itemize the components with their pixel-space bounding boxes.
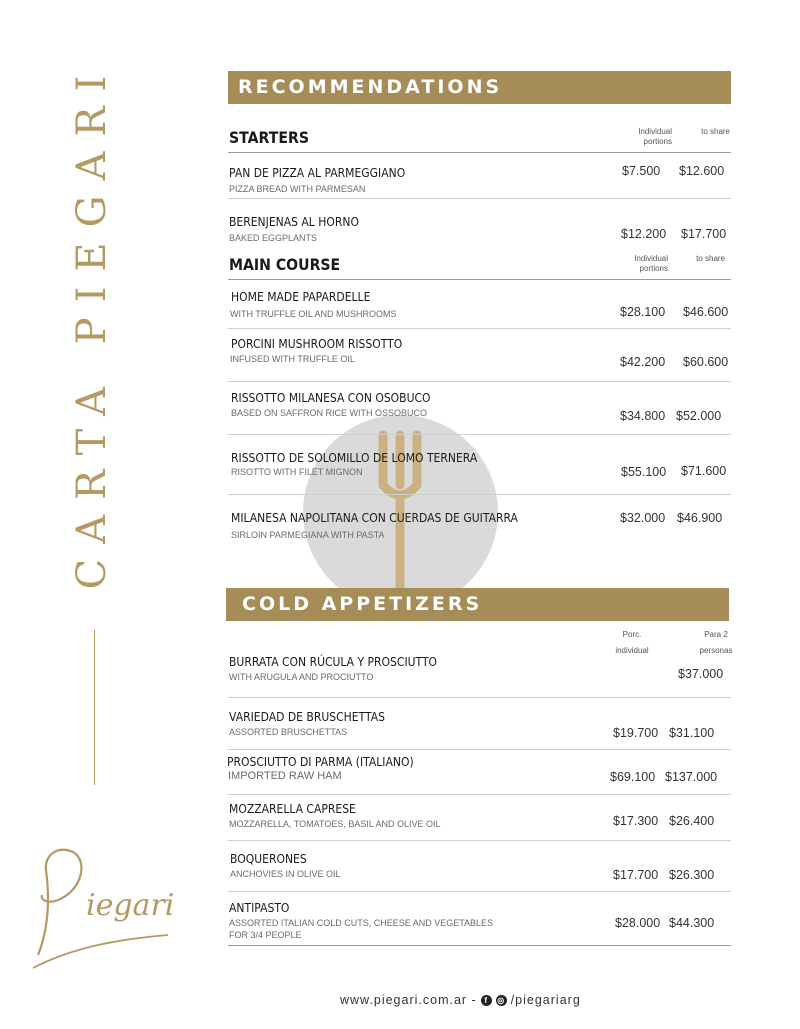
price-share: $46.900 <box>677 511 723 525</box>
price-share: $26.400 <box>669 814 715 828</box>
price-individual: $32.000 <box>620 511 666 525</box>
divider <box>228 434 731 435</box>
price-individual: $28.100 <box>620 305 666 319</box>
item-name: RISSOTTO MILANESA CON OSOBUCO <box>231 391 431 405</box>
starters-col-individual: Individual portions <box>638 127 672 146</box>
starters-col-share: to share <box>701 127 730 136</box>
price-share: $12.600 <box>679 164 725 178</box>
instagram-icon[interactable]: ◎ <box>497 995 506 1005</box>
price-individual: $17.300 <box>613 814 659 828</box>
item-desc: BAKED EGGPLANTS <box>229 233 318 243</box>
divider <box>228 198 731 199</box>
price-individual: $19.700 <box>613 726 659 740</box>
item-name: PROSCIUTTO DI PARMA (ITALIANO) <box>227 755 414 769</box>
divider <box>228 494 731 495</box>
recommendations-banner: RECOMMENDATIONS <box>228 71 731 104</box>
price-individual: $55.100 <box>621 465 667 479</box>
divider <box>228 840 731 841</box>
price-share: $52.000 <box>676 409 722 423</box>
divider <box>228 152 731 153</box>
item-name: MOZZARELLA CAPRESE <box>229 802 356 816</box>
item-name: MILANESA NAPOLITANA CON CUERDAS DE GUITARRA <box>231 511 518 525</box>
item-desc: ASSORTED BRUSCHETTAS <box>229 727 348 737</box>
main-course-title: MAIN COURSE <box>229 255 341 274</box>
price-share: $137.000 <box>665 770 718 784</box>
item-desc: RISOTTO WITH FILET MIGNON <box>231 467 363 477</box>
item-desc: IMPORTED RAW HAM <box>228 770 342 782</box>
item-name: BERENJENAS AL HORNO <box>229 215 359 229</box>
price-individual: $42.200 <box>620 355 666 369</box>
footer <box>340 993 581 1007</box>
item-name: ANTIPASTO <box>229 901 290 915</box>
divider <box>228 328 731 329</box>
social-handle[interactable]: /piegariarg <box>510 993 581 1007</box>
price-share: $17.700 <box>681 227 727 241</box>
side-divider <box>94 630 95 785</box>
divider <box>228 279 731 280</box>
item-desc: SIRLOIN PARMEGIANA WITH PASTA <box>231 530 385 540</box>
item-name: BURRATA CON RÚCULA Y PROSCIUTTO <box>229 655 438 669</box>
item-name: HOME MADE PAPARDELLE <box>231 290 371 304</box>
divider <box>228 697 731 698</box>
price-individual: $69.100 <box>610 770 656 784</box>
divider <box>228 794 731 795</box>
divider <box>228 891 731 892</box>
item-desc-extra: FOR 3/4 PEOPLE <box>229 930 302 940</box>
website-link[interactable]: www.piegari.com.ar - <box>340 993 477 1007</box>
item-desc: ANCHOVIES IN OLIVE OIL <box>230 869 341 879</box>
price-share: $60.600 <box>683 355 729 369</box>
price-share: $44.300 <box>669 916 715 930</box>
starters-title: STARTERS <box>229 128 309 147</box>
divider <box>228 749 731 750</box>
price-individual: $17.700 <box>613 868 659 882</box>
cold-col-share: Para 2 personas <box>699 630 733 655</box>
facebook-icon[interactable]: f <box>481 995 492 1006</box>
price-share: $71.600 <box>681 464 727 478</box>
price-individual: $12.200 <box>621 227 667 241</box>
price-share: $26.300 <box>669 868 715 882</box>
item-desc: MOZZARELLA, TOMATOES, BASIL AND OLIVE OIL <box>229 819 441 829</box>
logo-text: iegari <box>86 888 175 923</box>
item-name: PAN DE PIZZA AL PARMEGGIANO <box>229 166 406 180</box>
item-desc: BASED ON SAFFRON RICE WITH OSSOBUCO <box>231 408 428 418</box>
item-name: BOQUERONES <box>230 852 307 866</box>
item-name: PORCINI MUSHROOM RISSOTTO <box>231 337 403 351</box>
item-desc: INFUSED WITH TRUFFLE OIL <box>230 354 355 364</box>
item-name: RISSOTTO DE SOLOMILLO DE LOMO TERNERA <box>231 451 478 465</box>
item-desc: PIZZA BREAD WITH PARMESAN <box>229 184 366 194</box>
price-individual: $7.500 <box>622 164 661 178</box>
main-col-share: to share <box>696 254 725 263</box>
item-desc: WITH TRUFFLE OIL AND MUSHROOMS <box>230 309 397 319</box>
divider <box>228 945 731 946</box>
side-title <box>62 60 122 590</box>
side-title-text: CARTA PIEGARI <box>69 60 115 590</box>
price-share: $37.000 <box>678 667 724 681</box>
price-share: $31.100 <box>669 726 715 740</box>
piegari-logo <box>28 840 178 970</box>
price-individual: $34.800 <box>620 409 666 423</box>
item-desc: ASSORTED ITALIAN COLD CUTS, CHEESE AND VEGETABLES <box>229 918 494 928</box>
item-desc: WITH ARUGULA AND PROCIUTTO <box>229 672 374 682</box>
item-name: VARIEDAD DE BRUSCHETTAS <box>229 710 386 724</box>
main-col-individual: Individual portions <box>634 254 668 273</box>
cold-appetizers-banner: COLD APPETIZERS <box>226 588 729 621</box>
cold-col-individual: Porc. individual <box>615 630 649 655</box>
price-individual: $28.000 <box>615 916 661 930</box>
price-share: $46.600 <box>683 305 729 319</box>
divider <box>228 381 731 382</box>
